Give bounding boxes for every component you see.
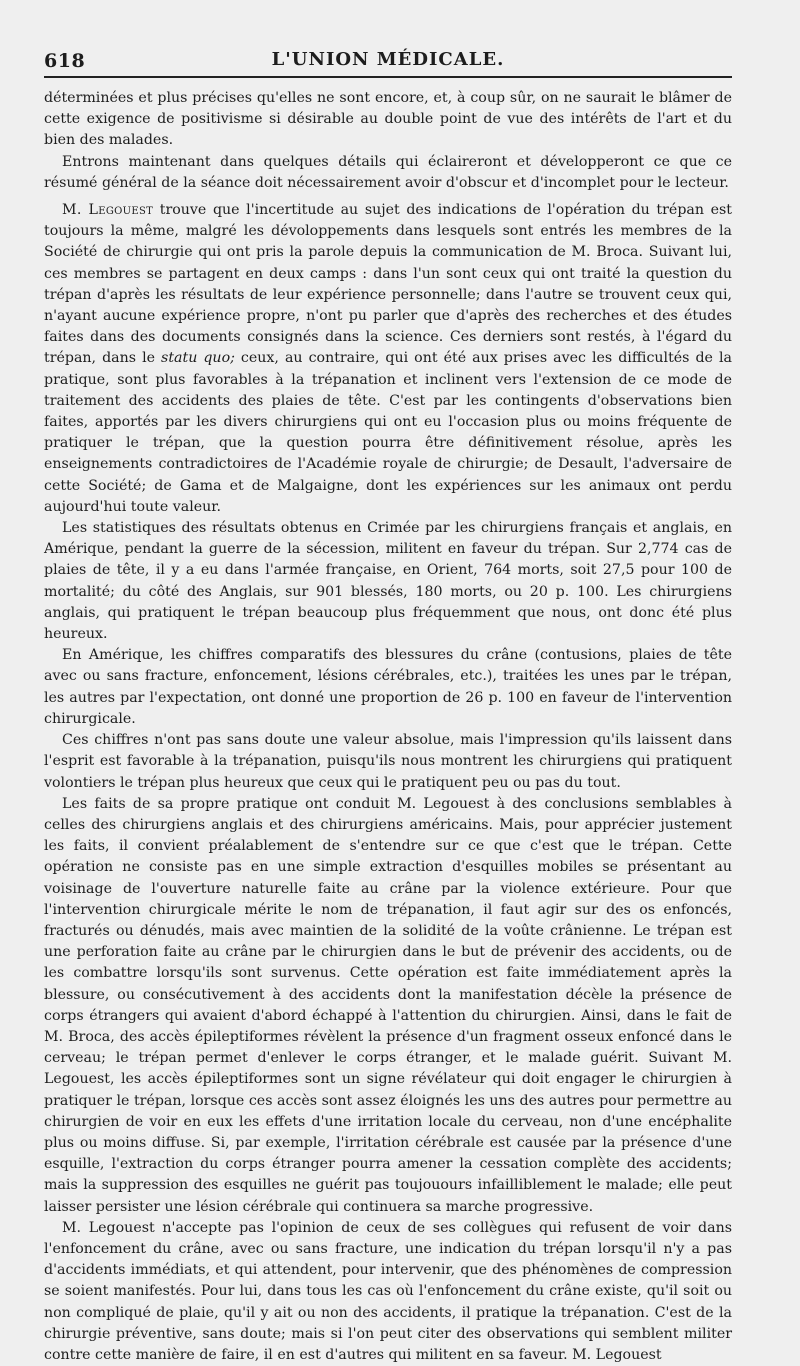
body-text	[44, 88, 732, 1366]
paragraph	[44, 200, 732, 518]
paragraph: Ces chiffres n'ont pas sans doute une valeur absolue, mais l'impression qu'ils laissent dans l'esprit est favorable à la trépanation, puisqu'ils nous montrent les chirurgiens qui pratiquent volontiers le trépan plus heureux que ceux qui le pratiquent peu ou pas du tout.	[44, 732, 732, 791]
paragraph: M. Legouest n'accepte pas l'opinion de ceux de ses collègues qui refusent de voir dans l'enfoncement du crâne, avec ou sans fracture, une indication du trépan lorsqu'il n'y a pas d'accidents immédiats, et qui attendent, pour intervenir, que des phénomènes de compression se soient manifestés. Pour lui, dans tous les cas où l'enfoncement du crâne existe, qu'il soit ou non compliqué de plaie, qu'il y ait ou non des accidents, il pratique la trépanation. C'est de la chirurgie préventive, sans doute; mais si l'on peut citer des observations qui semblent militer contre cette manière de faire, il en est d'autres qui militent en sa faveur. M. Legouest	[44, 1219, 732, 1363]
paragraph-text: trouve que l'incertitude au sujet des indications de l'opération du trépan est toujours la même, malgré les dévoloppements dans lesquels sont entrés les membres de la Société de chirurgie qui ont pris la parole depuis la communication de M. Broca. Suivant lui, ces membres se partagent en deux camps : dans l'un sont ceux qui ont traité la question du trépan d'après les résultats de leur expérience personnelle; dans l'autre se trouvent ceux qui, n'ayant aucune expérience propre, n'ont pu parler que d'après des recherches et des études faites dans des documents consignés dans la science. Ces derniers sont restés, à l'égard du trépan, dans le	[44, 202, 732, 367]
speaker-name: M. Legouest	[62, 202, 154, 219]
italic-phrase: statu quo;	[161, 350, 235, 367]
paragraph: En Amérique, les chiffres comparatifs des blessures du crâne (contusions, plaies de tête avec ou sans fracture, enfoncement, lésions cérébrales, etc.), traitées les unes par le trépan, les autres par l'expectation, ont donné une proportion de 26 p. 100 en faveur de l'intervention chirurgicale.	[44, 647, 732, 727]
paragraph: Les faits de sa propre pratique ont conduit M. Legouest à des conclusions semblables à celles des chirurgiens anglais et des chirurgiens américains. Mais, pour apprécier justement les faits, il convient préalablement de s'entendre sur ce que c'est que le trépan. Cette opération ne consiste pas en une simple extraction d'esquilles mobiles se présentant au voisinage de l'ouverture naturelle faite au crâne par la violence extérieure. Pour que l'intervention chirurgicale mérite le nom de trépanation, il faut agir sur des os enfoncés, fracturés ou dénudés, mais avec maintien de la solidité de la voûte crânienne. Le trépan est une perforation faite au crâne par le chirurgien dans le but de prévenir des accidents, ou de les combattre lorsqu'ils sont survenus. Cette opération est faite immédiatement après la blessure, ou consécutivement à des accidents dont la manifestation décèle la présence de corps étrangers qui avaient d'abord échappé à l'attention du chirurgien. Ainsi, dans le fait de M. Broca, des accès épileptiformes révèlent la présence d'un fragment osseux enfoncé dans le cerveau; le trépan permet d'enlever le corps étranger, et le malade guérit. Suivant M. Legouest, les accès épileptiformes sont un signe révélateur qui doit engager le chirurgien à pratiquer le trépan, lorsque ces accès sont assez éloignés les uns des autres pour permettre au chirurgien de voir en eux les effets d'une irritation locale du cerveau, non d'une encéphalite plus ou moins diffuse. Si, par exemple, l'irritation cérébrale est causée par la présence d'une esquille, l'extraction du corps étranger pourra amener la cessation complète des accidents; mais la suppression des esquilles ne guérit pas toujouours infailliblement le malade; elle peut laisser persister une lésion cérébrale qui continuera sa marche progressive.	[44, 795, 732, 1215]
paragraph: déterminées et plus précises qu'elles ne sont encore, et, à coup sûr, on ne saurait le blâmer de cette exigence de positivisme si désirable au double point de vue des intérêts de l'art et du bien des malades.	[44, 90, 732, 149]
paragraph-text: ceux, au contraire, qui ont été aux prises avec les difficultés de la pratique, sont plus favorables à la trépanation et inclinent vers l'extension de ce mode de traitement des accidents des plaies de tête. C'est par les contingents d'observations bien faites, apportés par les divers chirurgiens qui ont eu l'occasion plus ou moins fréquente de pratiquer le trépan, que la question pourra être définitivement résolue, après les enseignements contradictoires de l'Académie royale de chirurgie; de Desault, l'adversaire de cette Société; de Gama et de Malgaigne, dont les expériences sur les animaux ont perdu aujourd'hui toute valeur.	[44, 350, 732, 515]
page-header	[44, 44, 732, 78]
page-number: 618	[44, 50, 86, 72]
running-title: L'UNION MÉDICALE.	[271, 49, 505, 70]
paragraph: Entrons maintenant dans quelques détails qui éclaireront et développeront ce que ce résumé général de la séance doit nécessairement avoir d'obscur et d'incomplet pour le lecteur.	[44, 153, 732, 191]
paragraph: Les statistiques des résultats obtenus en Crimée par les chirurgiens français et anglais, en Amérique, pendant la guerre de la sécession, militent en faveur du trépan. Sur 2,774 cas de plaies de tête, il y a eu dans l'armée française, en Orient, 764 morts, soit 27,5 pour 100 de mortalité; du côté des Anglais, sur 901 blessés, 180 morts, ou 20 p. 100. Les chirurgiens anglais, qui pratiquent le trépan beaucoup plus fréquemment que nous, ont donc été plus heureux.	[44, 520, 732, 643]
